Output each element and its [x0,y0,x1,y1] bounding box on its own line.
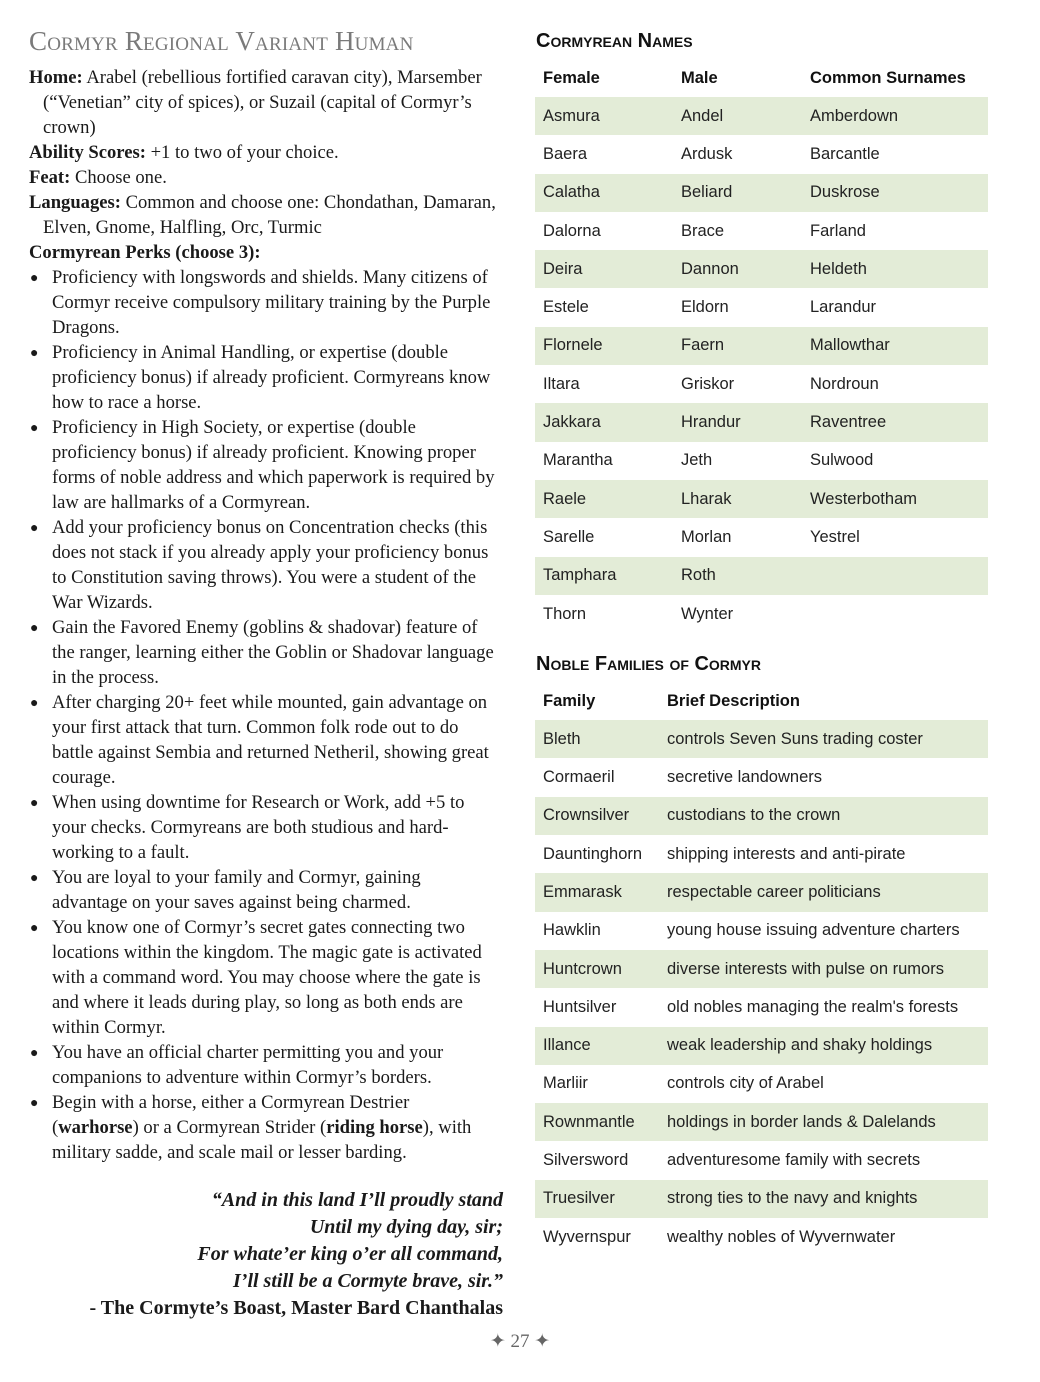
table-cell: Sulwood [810,451,874,470]
table-cell: Rownmantle [535,1103,659,1141]
table-cell: Faern [673,327,802,365]
table-cell: Calatha [535,174,673,212]
noble-row [535,988,988,1026]
table-cell: respectable career politicians [659,873,988,911]
names-row [535,327,988,365]
table-cell: young house issuing adventure charters [667,921,960,940]
table-cell: Amberdown [802,97,988,135]
right-column [535,30,988,1256]
names-row [535,595,988,633]
table-cell: Duskrose [802,174,988,212]
quote-line: I’ll still be a Cormyte brave, sir.” [233,1270,503,1292]
table-cell: Asmura [535,97,673,135]
table-cell: Dalorna [543,221,601,240]
nobles-header-row [535,682,988,720]
table-cell: controls city of Arabel [667,1074,824,1093]
bullet-icon: ● [30,1046,39,1061]
table-cell: Flornele [535,327,673,365]
nobles-table [535,682,988,1256]
table-cell: wealthy nobles of Wyvernwater [667,1227,896,1246]
names-table [535,59,988,633]
table-cell: Sarelle [543,527,595,546]
noble-row [535,797,988,835]
table-cell: old nobles managing the realm's forests [667,997,959,1016]
header-female: Female [543,68,600,87]
bullet-icon: ● [30,871,39,886]
table-cell: Mallowthar [802,327,988,365]
table-cell: secretive landowners [667,768,822,787]
riding-horse-term: riding horse [326,1117,423,1138]
names-row [535,135,988,173]
bullet-icon: ● [30,696,39,711]
perk-item: ● Gain the Favored Enemy (goblins & shadovar) feature of the ranger, learning either the Goblin or Shadovar language in the process. [30,617,494,688]
ability-entry [29,140,499,165]
table-cell: Jakkara [535,403,673,441]
table-cell: Marantha [543,451,613,470]
table-cell [802,557,988,595]
perk-item: ● Proficiency in Animal Handling, or expertise (double proficiency bonus) if already proficient. Cormyreans know how to race a horse. [30,342,491,413]
table-cell: Yestrel [810,527,860,546]
quote-line: For whate’er king o’er all command, [197,1243,503,1265]
quote-line: Until my dying day, sir; [309,1216,503,1238]
table-cell: Ardusk [681,144,733,163]
table-cell: Farland [810,221,866,240]
names-row [535,212,988,250]
bullet-icon: ● [30,796,39,811]
noble-row [535,1065,988,1103]
table-cell: Hawklin [543,921,601,940]
table-cell: Baera [543,144,588,163]
table-cell: Huntcrown [535,950,659,988]
table-cell: Illance [535,1027,659,1065]
perk-item: ● After charging 20+ feet while mounted, gain advantage on your first attack that turn. Common folk rode out to do battle against Sembia and returned Netheril, showing great courage. [30,692,489,788]
languages-text: Common and choose one: Chondathan, Damaran, Elven, Gnome, Halfling, Orc, Turmic [43,192,496,238]
table-cell: Wynter [681,604,734,623]
table-cell: Hrandur [673,403,802,441]
table-cell: Eldorn [681,298,729,317]
home-entry [29,65,499,140]
perk-item: ● Begin with a horse, either a Cormyrean Destrier (warhorse) or a Cormyrean Strider (riding horse), with military sadde, and scale mail or lesser barding. [30,1092,472,1163]
table-cell: Andel [673,97,802,135]
perks-label: Cormyrean Perks (choose 3): [29,242,261,263]
table-cell: Wyvernspur [543,1227,631,1246]
table-cell: Silversword [543,1151,629,1170]
header-male: Male [681,68,718,87]
names-row [535,250,988,288]
nobles-table-title: Noble Families of Cormyr [536,653,761,676]
noble-row [535,758,988,796]
ability-text: +1 to two of your choice. [150,142,339,163]
table-cell: Brace [681,221,725,240]
perk-item: ● When using downtime for Research or Work, add +5 to your checks. Cormyreans are both studious and hard-working to a fault. [30,792,465,863]
table-cell: Bleth [535,720,659,758]
noble-row [535,1180,988,1218]
noble-row [535,835,988,873]
quote-attribution: - The Cormyte’s Boast, Master Bard Chanthalas [89,1297,503,1319]
table-cell: Dannon [673,250,802,288]
left-column [29,26,499,1165]
perk-item: ● You are loyal to your family and Cormyr, gaining advantage on your saves against being charmed. [30,867,421,913]
header-family: Family [543,691,596,710]
table-cell: controls Seven Suns trading coster [659,720,988,758]
names-table-body [535,97,988,633]
feat-text: Choose one. [74,167,167,188]
table-cell: diverse interests with pulse on rumors [659,950,988,988]
feat-label: Feat: [29,167,71,188]
table-cell [802,595,988,633]
names-row [535,174,988,212]
warhorse-term: warhorse [58,1117,133,1138]
names-row [535,557,988,595]
noble-row [535,912,988,950]
noble-row [535,1218,988,1256]
names-row [535,442,988,480]
perk-item: ● You know one of Cormyr’s secret gates connecting two locations within the kingdom. The magic gate is activated with a command word. You may choose where the gate is and where it leads during play, so long as both ends are within Cormyr. [30,917,482,1038]
noble-row [535,873,988,911]
table-cell: Huntsilver [543,997,617,1016]
table-cell: Jeth [681,451,713,470]
bullet-icon: ● [30,271,39,286]
header-description: Brief Description [667,691,800,710]
table-cell: Roth [673,557,802,595]
names-row [535,97,988,135]
bullet-icon: ● [30,346,39,361]
bullet-icon: ● [30,421,39,436]
table-cell: Lharak [673,480,802,518]
noble-row [535,1141,988,1179]
table-cell: Dauntinghorn [543,844,643,863]
table-cell: Truesilver [535,1180,659,1218]
names-table-title: Cormyrean Names [536,30,693,52]
table-cell: Tamphara [535,557,673,595]
quote-line: “And in this land I’ll proudly stand [211,1189,503,1211]
noble-row [535,1027,988,1065]
languages-label: Languages: [29,192,121,213]
table-cell: shipping interests and anti-pirate [667,844,906,863]
names-row [535,518,988,556]
nobles-table-body [535,720,988,1256]
ability-label: Ability Scores: [29,142,146,163]
languages-entry [29,190,499,240]
feat-entry [29,165,499,190]
table-cell: Larandur [810,298,877,317]
table-cell: Morlan [681,527,732,546]
perk-item: ● Add your proficiency bonus on Concentration checks (this does not stack if you already apply your proficiency bonus to Constitution saving throws). You were a student of the War Wizards. [30,517,489,613]
home-text: Arabel (rebellious fortified caravan city), Marsember (“Venetian” city of spices), or Suzail (capital of Cormyr’s crown) [43,67,482,138]
perk-item: ● You have an official charter permitting you and your companions to adventure within Cormyr’s borders. [30,1042,444,1088]
table-cell: Westerbotham [802,480,988,518]
bullet-icon: ● [30,921,39,936]
perks-heading [29,240,499,265]
bullet-icon: ● [30,521,39,536]
table-cell: Thorn [543,604,587,623]
table-cell: Estele [543,298,589,317]
table-cell: Marliir [543,1074,588,1093]
noble-row [535,720,988,758]
names-row [535,403,988,441]
bullet-icon: ● [30,1096,39,1111]
table-cell: adventuresome family with secrets [667,1151,921,1170]
header-surnames: Common Surnames [810,68,966,87]
names-row [535,365,988,403]
table-cell: Raele [535,480,673,518]
table-cell: Heldeth [802,250,988,288]
table-cell: Emmarask [535,873,659,911]
epigraph-quote [89,1187,503,1322]
perk-item: ● Proficiency in High Society, or expertise (double proficiency bonus) if already proficient. Knowing proper forms of noble address and which paperwork is required by law are hallmarks of a Cormyrean. [30,417,495,513]
table-cell: holdings in border lands & Dalelands [659,1103,988,1141]
names-row [535,480,988,518]
bullet-icon: ● [30,621,39,636]
table-cell: Raventree [802,403,988,441]
table-cell: weak leadership and shaky holdings [659,1027,988,1065]
table-cell: Cormaeril [543,768,615,787]
perks-list [29,265,499,1165]
noble-row [535,950,988,988]
section-title: Cormyr Regional Variant Human [29,26,414,56]
table-cell: Beliard [673,174,802,212]
home-label: Home: [29,67,83,88]
table-cell: Crownsilver [535,797,659,835]
table-cell: custodians to the crown [659,797,988,835]
table-cell: Deira [535,250,673,288]
table-cell: Griskor [681,374,735,393]
table-cell: Barcantle [810,144,880,163]
noble-row [535,1103,988,1141]
page-number: ✦ 27 ✦ [489,1331,551,1352]
table-cell: strong ties to the navy and knights [659,1180,988,1218]
table-cell: Nordroun [810,374,879,393]
names-row [535,288,988,326]
table-cell: Iltara [543,374,580,393]
noble-section [535,653,988,1256]
names-header-row [535,59,988,97]
perk-item: ● Proficiency with longswords and shields. Many citizens of Cormyr receive compulsory military training by the Purple Dragons. [30,267,491,338]
